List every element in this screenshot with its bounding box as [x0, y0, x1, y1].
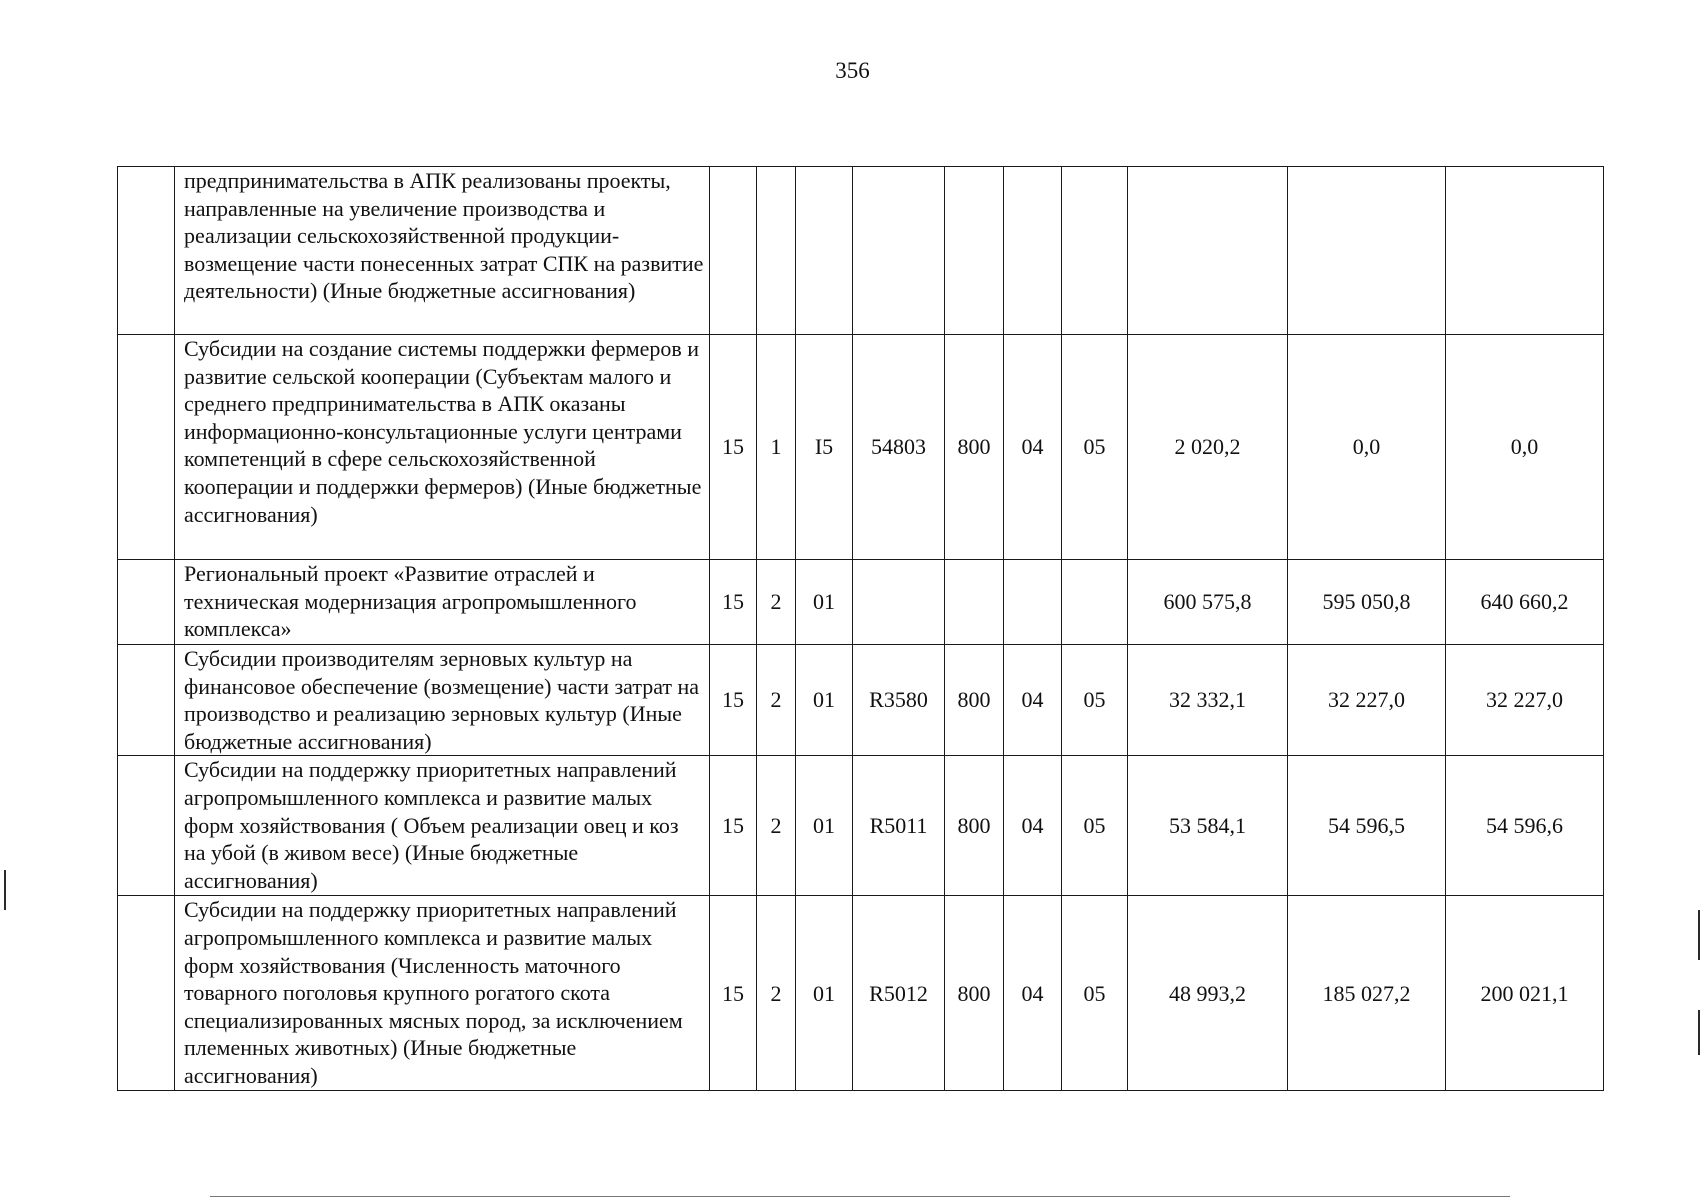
- code-program-cell: 15: [710, 560, 757, 645]
- expense-type-cell: 800: [945, 896, 1004, 1091]
- code-program-cell: 15: [710, 756, 757, 896]
- amount-year-2-cell: 595 050,8: [1288, 560, 1446, 645]
- scan-bottom-line: [210, 1196, 1510, 1197]
- page-number: 356: [835, 58, 870, 83]
- code-program-cell: 15: [710, 335, 757, 560]
- description-cell: предпринимательства в АПК реализованы проекты, направленные на увеличение производства и реализации сельскохозяйственной продукции-возмещение части понесенных затрат СПК на развитие деятельности) (Иные бюджетные ассигнования): [175, 167, 710, 335]
- subsection-cell: 05: [1062, 896, 1128, 1091]
- table-row: [118, 756, 1604, 896]
- section-cell: [1004, 560, 1062, 645]
- description-cell: Субсидии производителям зерновых культур на финансовое обеспечение (возмещение) части затрат на производство и реализацию зерновых культур (Иные бюджетные ассигнования): [175, 645, 710, 756]
- code-subprogram-cell: [757, 167, 796, 335]
- table-row: [118, 896, 1604, 1091]
- scan-margin-line-right-1: [1698, 910, 1700, 960]
- section-cell: 04: [1004, 645, 1062, 756]
- scan-margin-line-right-2: [1698, 1010, 1700, 1055]
- code-project-cell: 01: [796, 560, 853, 645]
- table-row: [118, 645, 1604, 756]
- subsection-cell: 05: [1062, 645, 1128, 756]
- code-subprogram-cell: 2: [757, 645, 796, 756]
- code-program-cell: [710, 167, 757, 335]
- code-direction-cell: [853, 560, 945, 645]
- scan-margin-line-left: [4, 870, 6, 910]
- table-row: [118, 560, 1604, 645]
- row-number-cell: [118, 167, 175, 335]
- section-cell: 04: [1004, 335, 1062, 560]
- amount-year-1-cell: 2 020,2: [1128, 335, 1288, 560]
- row-number-cell: [118, 896, 175, 1091]
- expense-type-cell: [945, 167, 1004, 335]
- code-project-cell: [796, 167, 853, 335]
- amount-year-1-cell: 32 332,1: [1128, 645, 1288, 756]
- row-number-cell: [118, 756, 175, 896]
- description-cell: Субсидии на поддержку приоритетных направлений агропромышленного комплекса и развитие малых форм хозяйствования ( Объем реализации овец и коз на убой (в живом весе) (Иные бюджетные ассигнования): [175, 756, 710, 896]
- amount-year-3-cell: 200 021,1: [1446, 896, 1604, 1091]
- subsection-cell: 05: [1062, 335, 1128, 560]
- code-subprogram-cell: 2: [757, 756, 796, 896]
- expense-type-cell: 800: [945, 756, 1004, 896]
- amount-year-3-cell: 32 227,0: [1446, 645, 1604, 756]
- section-cell: [1004, 167, 1062, 335]
- code-project-cell: I5: [796, 335, 853, 560]
- code-project-cell: 01: [796, 756, 853, 896]
- expense-type-cell: [945, 560, 1004, 645]
- code-project-cell: 01: [796, 645, 853, 756]
- amount-year-1-cell: 53 584,1: [1128, 756, 1288, 896]
- subsection-cell: [1062, 167, 1128, 335]
- amount-year-2-cell: 0,0: [1288, 335, 1446, 560]
- budget-table: [117, 166, 1604, 1091]
- expense-type-cell: 800: [945, 335, 1004, 560]
- expense-type-cell: 800: [945, 645, 1004, 756]
- table-row: [118, 167, 1604, 335]
- row-number-cell: [118, 335, 175, 560]
- amount-year-2-cell: [1288, 167, 1446, 335]
- amount-year-3-cell: 640 660,2: [1446, 560, 1604, 645]
- code-direction-cell: 54803: [853, 335, 945, 560]
- code-direction-cell: R5012: [853, 896, 945, 1091]
- amount-year-1-cell: 48 993,2: [1128, 896, 1288, 1091]
- code-direction-cell: R5011: [853, 756, 945, 896]
- amount-year-2-cell: 32 227,0: [1288, 645, 1446, 756]
- subsection-cell: 05: [1062, 756, 1128, 896]
- code-project-cell: 01: [796, 896, 853, 1091]
- code-direction-cell: [853, 167, 945, 335]
- code-subprogram-cell: 1: [757, 335, 796, 560]
- table-row: [118, 335, 1604, 560]
- code-subprogram-cell: 2: [757, 896, 796, 1091]
- amount-year-2-cell: 185 027,2: [1288, 896, 1446, 1091]
- section-cell: 04: [1004, 756, 1062, 896]
- code-program-cell: 15: [710, 645, 757, 756]
- description-cell: Субсидии на создание системы поддержки фермеров и развитие сельской кооперации (Субъектам малого и среднего предпринимательства в АПК оказаны информационно-консультационные услуги центрами компетенций в сфере сельскохозяйственной кооперации и поддержки фермеров) (Иные бюджетные ассигнования): [175, 335, 710, 560]
- amount-year-3-cell: 54 596,6: [1446, 756, 1604, 896]
- code-direction-cell: R3580: [853, 645, 945, 756]
- row-number-cell: [118, 560, 175, 645]
- row-number-cell: [118, 645, 175, 756]
- amount-year-3-cell: 0,0: [1446, 335, 1604, 560]
- description-cell: Субсидии на поддержку приоритетных направлений агропромышленного комплекса и развитие малых форм хозяйствования (Численность маточного товарного поголовья крупного рогатого скота специализированных мясных пород, за исключением племенных животных) (Иные бюджетные ассигнования): [175, 896, 710, 1091]
- amount-year-1-cell: 600 575,8: [1128, 560, 1288, 645]
- section-cell: 04: [1004, 896, 1062, 1091]
- amount-year-1-cell: [1128, 167, 1288, 335]
- code-subprogram-cell: 2: [757, 560, 796, 645]
- code-program-cell: 15: [710, 896, 757, 1091]
- description-cell: Региональный проект «Развитие отраслей и техническая модернизация агропромышленного комплекса»: [175, 560, 710, 645]
- amount-year-3-cell: [1446, 167, 1604, 335]
- subsection-cell: [1062, 560, 1128, 645]
- amount-year-2-cell: 54 596,5: [1288, 756, 1446, 896]
